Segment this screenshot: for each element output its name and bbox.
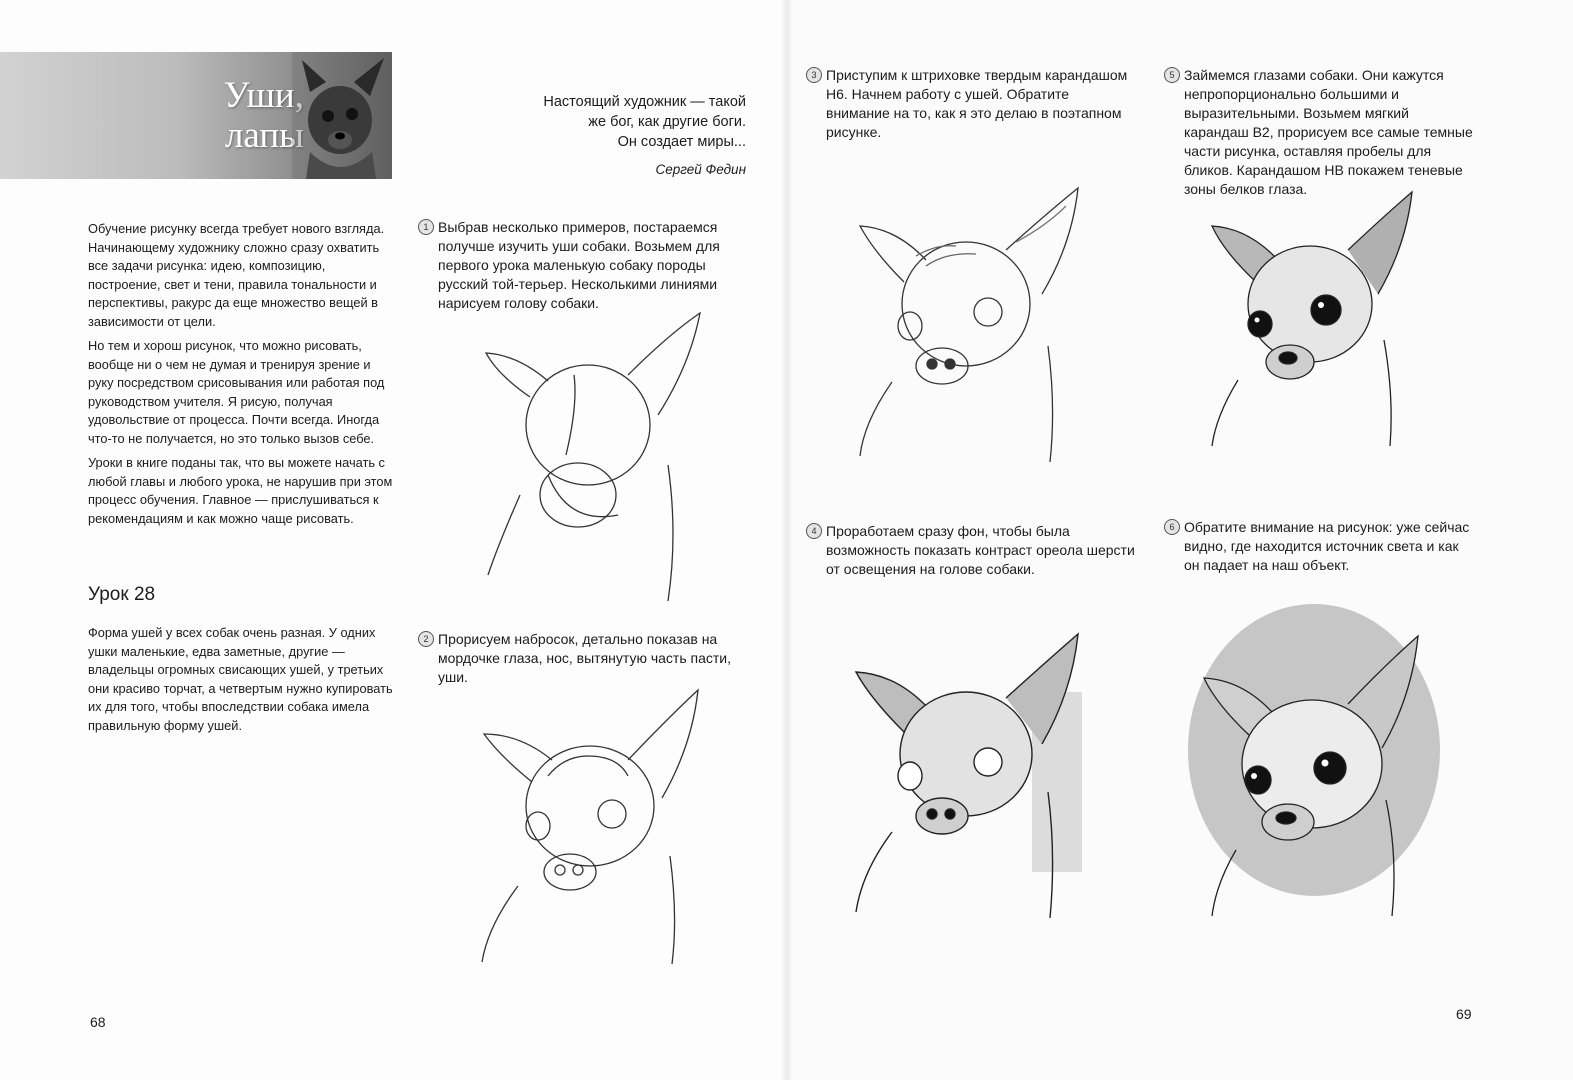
sketch-step-2 [478,686,708,966]
step-number-badge: 6 [1164,519,1180,535]
step-4 [806,522,1136,579]
step-5 [1164,66,1476,199]
chapter-title: Уши, лапы [223,75,304,156]
sketch-step-6 [1186,600,1446,920]
lesson-text: Форма ушей у всех собак очень разная. У одних ушки маленькие, едва заметные, другие — владельцы огромных свисающих ушей, у третьих они красиво торчат, а четвертым нужно купировать их для того, чтобы впоследствии собака имела правильную форму ушей. [88,625,393,733]
step-text: Займемся глазами собаки. Они кажутся непропорционально большими и выразительными. Возьмем мягкий карандаш В2, прорисуем все самые темные части рисунка, оставляя пробелы для бликов. Карандашом НВ покажем теневые зоны белков глаза. [1184,67,1473,197]
sketch-step-4 [852,632,1092,922]
epigraph-author: Сергей Федин [655,162,746,177]
sketch-step-5 [1208,190,1418,450]
step-text: Приступим к штриховке твердым карандашом Н6. Начнем работу с ушей. Обратите внимание на то, как я это делаю в поэтапном рисунке. [826,67,1128,140]
step-6 [1164,518,1476,575]
step-2 [418,630,748,687]
book-gutter [780,0,794,1080]
step-text: Выбрав несколько примеров, постараемся получше изучить уши собаки. Возьмем для первого урока маленькую собаку породы русский той-терьер. Несколькими линиями нарисуем голову собаки. [438,219,720,311]
step-text: Прорисуем набросок, детально показав на мордочке глаза, нос, вытянутую часть пасти, уши. [438,631,732,685]
epigraph: Настоящий художник — такой же бог, как другие боги. Он создает миры... Сергей Федин [480,92,746,180]
step-text: Обратите внимание на рисунок: уже сейчас видно, где находится источник света и как он падает на наш объект. [1184,519,1470,573]
lesson-title: Урок 28 [88,584,156,605]
banner-dog-illustration [292,52,392,179]
step-3 [806,66,1136,142]
step-number-badge: 4 [806,523,822,539]
step-number-badge: 3 [806,67,822,83]
intro-paragraph: Обучение рисунку всегда требует нового взгляда. Начинающему художнику сложно сразу охватить все задачи рисунка: идею, композицию, построение, свет и тени, правила тональности и перспективы, ракурс да еще множество вещей в зависимости от цели. [88,221,385,329]
intro-paragraph: Но тем и хорош рисунок, что можно рисовать, вообще ни о чем не думая и тренируя зрение и руку посредством срисовывания или работая под руководством учителя. Я рисую, получая удовольствие от процесса. Почти всегда. Иногда что-то не получается, но это только вызов себе. [88,338,385,446]
step-number-badge: 2 [418,631,434,647]
page-number-left: 68 [90,1014,106,1030]
page-number-right: 69 [1456,1006,1472,1022]
intro-text [88,220,394,534]
sketch-step-1 [478,305,708,605]
step-number-badge: 1 [418,219,434,235]
intro-paragraph: Уроки в книге поданы так, что вы можете начать с любой главы и любого урока, не нарушив при этом процесс обучения. Главное — прислушиваться к рекомендациям и как можно чаще рисовать. [88,455,393,526]
sketch-step-3 [856,186,1086,466]
step-number-badge: 5 [1164,67,1180,83]
step-text: Проработаем сразу фон, чтобы была возможность показать контраст ореола шерсти от освещения на голове собаки. [826,523,1135,577]
step-1 [418,218,748,313]
chapter-banner [0,52,392,179]
